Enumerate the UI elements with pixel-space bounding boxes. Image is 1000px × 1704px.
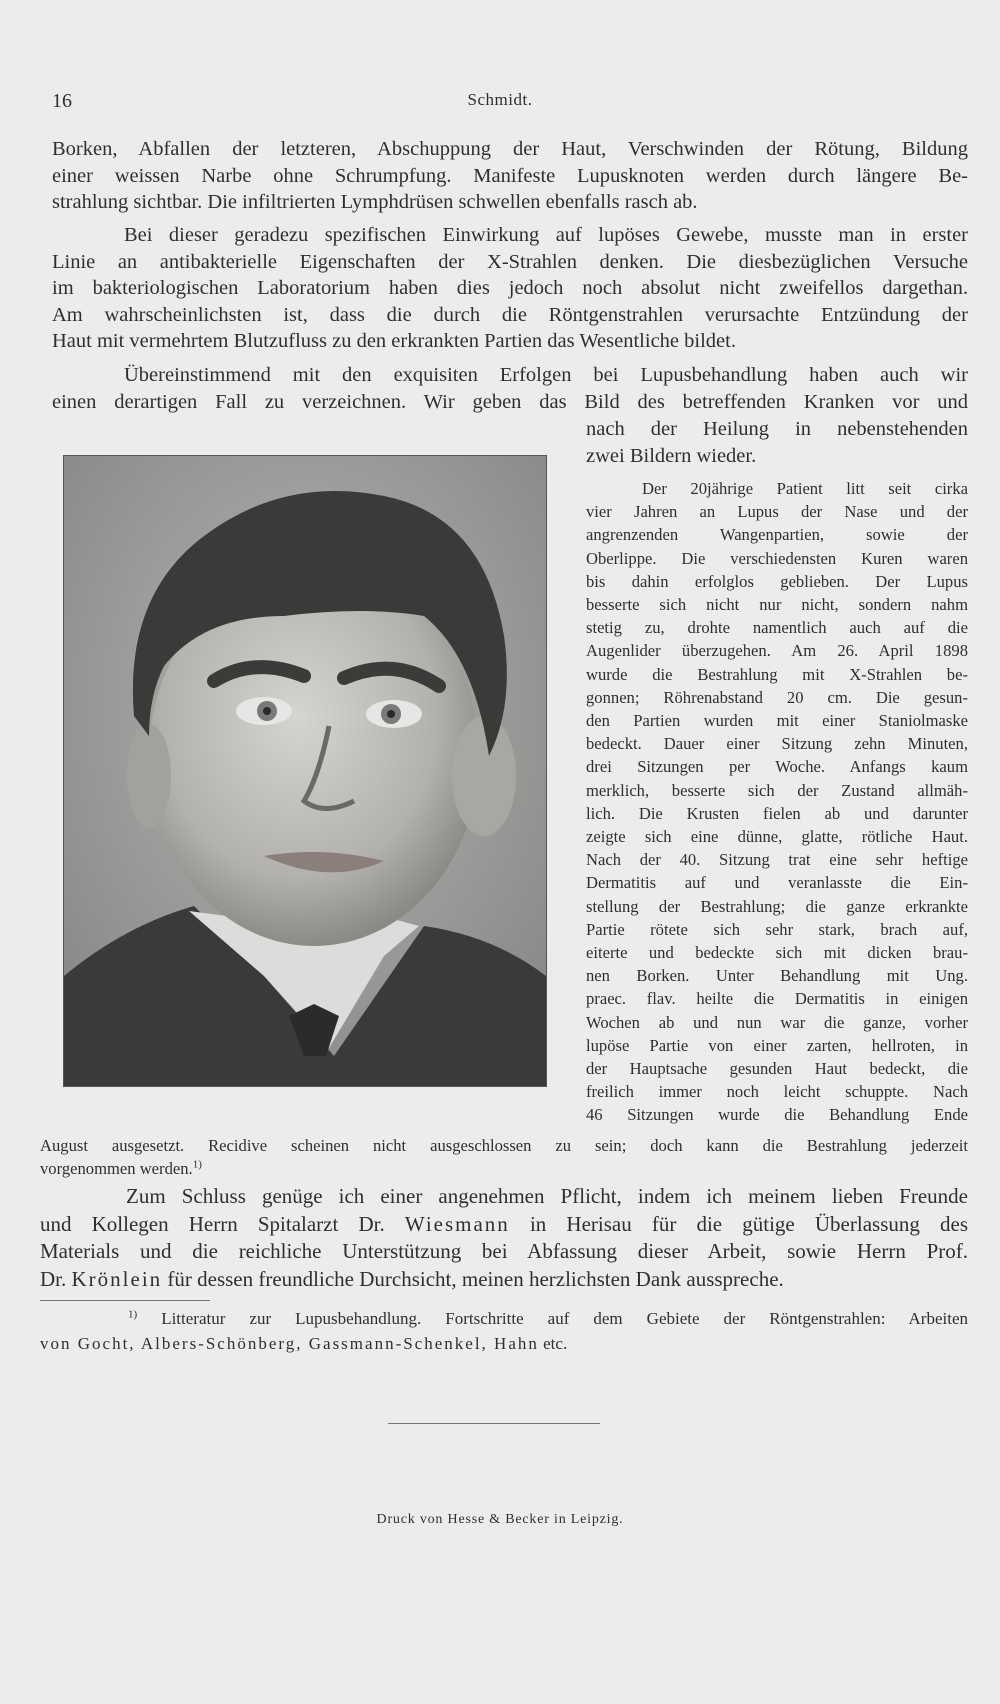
footnote-etc: etc. — [538, 1334, 568, 1353]
case-report-line: lich. Die Krusten fielen ab und darunter — [586, 803, 968, 823]
paragraph-intro — [52, 136, 968, 216]
case-report-continued-line: vorgenommen werden.$^{1)}$ — [40, 1158, 202, 1179]
case-report-line: gonnen; Röhrenabstand 20 cm. Die gesun- — [586, 687, 968, 707]
patient-photograph — [63, 455, 547, 1087]
case-report-line: vier Jahren an Lupus der Nase und der — [586, 502, 968, 522]
acknowledgements-line: und Kollegen Herrn Spitalarzt Dr. Wiesmann in Herisau für die gütige Überlassung des — [40, 1211, 968, 1236]
case-report-line: zeigte sich eine dünne, glatte, rötliche Haut. — [586, 827, 968, 847]
case-report-continued-line: August ausgesetzt. Recidive scheinen nicht ausgeschlossen zu sein; doch kann die Bestrahlung jederzeit — [40, 1136, 968, 1155]
x-ray-effect-line: Linie an antibakterielle Eigenschaften der X-Strahlen denken. Die diesbezüglichen Versuche — [52, 250, 968, 273]
footnote-separator — [40, 1300, 210, 1301]
acknowledgements-line: Zum Schluss genüge ich einer angenehmen Pflicht, indem ich meinem lieben Freunde — [126, 1184, 968, 1208]
intro-line: strahlung sichtbar. Die infiltrierten Lymphdrüsen schwellen ebenfalls rasch ab. — [52, 191, 698, 214]
footnote-mark: 1) — [128, 1308, 138, 1321]
intro-line: einer weissen Narbe ohne Schrumpfung. Manifeste Lupusknoten werden durch längere Be- — [52, 164, 968, 187]
case-report-line: den Partien wurden mit einer Staniolmaske — [586, 711, 968, 731]
case-intro-continued-line: nach der Heilung in nebenstehenden — [586, 418, 968, 440]
paragraph-case-intro-continued — [586, 416, 968, 469]
footnote-line-1: Litteratur zur Lupusbehandlung. Fortschritte auf dem Gebiete der Röntgenstrahlen: Arbeiten — [161, 1309, 969, 1328]
case-report-line: Augenlider überzugehen. Am 26. April 1898 — [586, 641, 968, 661]
case-report-line: lupöse Partie von einer zarten, hellroten, in — [586, 1035, 968, 1055]
case-report-line: wurde die Bestrahlung mit X-Strahlen be- — [586, 664, 968, 684]
paragraph-acknowledgements — [40, 1183, 968, 1293]
case-report-line: praec. flav. heilte die Dermatitis in einigen — [586, 989, 968, 1009]
end-rule — [388, 1423, 600, 1424]
case-report-line: Dermatitis auf und veranlasste die Ein- — [586, 873, 968, 893]
case-report-line: Oberlippe. Die verschiedensten Kuren waren — [586, 548, 968, 568]
footnote — [40, 1306, 968, 1356]
case-report-line: Der 20jährige Patient litt seit cirka — [642, 479, 968, 498]
printer-imprint: Druck von Hesse & Becker in Leipzig. — [376, 1512, 624, 1527]
case-report-line: angrenzenden Wangenpartien, sowie der — [586, 525, 968, 545]
paragraph-x-ray-effect — [52, 222, 968, 355]
person-name: Wiesmann — [404, 1211, 510, 1236]
case-report-line: freilich immer noch leicht schuppte. Nach — [586, 1082, 968, 1102]
case-note-mark: 1) — [192, 1158, 202, 1171]
case-report-line: drei Sitzungen per Woche. Anfangs kaum — [586, 757, 968, 777]
footnote-authors: von Gocht, Albers-Schönberg, Gassmann-Schenkel, Hahn — [40, 1334, 539, 1353]
acknowledgements-line: Dr. Krönlein für dessen freundliche Durchsicht, meinen herzlichsten Dank ausspreche. — [40, 1266, 784, 1291]
case-intro-line: Übereinstimmend mit den exquisiten Erfolgen bei Lupusbehandlung haben auch wir — [124, 364, 968, 386]
case-report-line: stetig zu, drohte namentlich auch auf die — [586, 618, 968, 638]
case-report-line: Partie rötete sich sehr stark, brach auf, — [586, 919, 968, 939]
case-report-line: eiterte und bedeckte sich mit dicken brau- — [586, 943, 968, 963]
case-report-line: der Hauptsache gesunden Haut bedeckt, die — [586, 1059, 968, 1079]
x-ray-effect-line: Am wahrscheinlichsten ist, dass die durch die Röntgenstrahlen verursachte Entzündung der — [52, 303, 968, 326]
case-report-line: Wochen ab und nun war die ganze, vorher — [586, 1012, 968, 1032]
paragraph-case-intro — [52, 362, 968, 415]
page-number: 16 — [52, 90, 72, 112]
case-intro-continued-line: zwei Bildern wieder. — [586, 444, 757, 467]
acknowledgements-line: Materials und die reichliche Unterstützung bei Abfassung dieser Arbeit, sowie Herrn Prof. — [40, 1239, 968, 1263]
portrait-image — [64, 456, 546, 1086]
case-report-line: 46 Sitzungen wurde die Behandlung Ende — [586, 1105, 968, 1125]
case-report-line: Nach der 40. Sitzung trat eine sehr heftige — [586, 850, 968, 870]
intro-line: Borken, Abfallen der letzteren, Abschuppung der Haut, Verschwinden der Rötung, Bildung — [52, 138, 968, 160]
case-intro-line: einen derartigen Fall zu verzeichnen. Wir geben das Bild des betreffenden Kranken vor und — [52, 390, 968, 413]
case-report-line: bis dahin erfolglos geblieben. Der Lupus — [586, 571, 968, 591]
case-report-continued — [40, 1134, 968, 1180]
case-report-line: bedeckt. Dauer einer Sitzung zehn Minuten, — [586, 734, 968, 754]
person-name: Krönlein — [71, 1266, 163, 1291]
case-report-column — [586, 477, 968, 1127]
case-report-line: besserte sich nicht nur nicht, sondern nahm — [586, 595, 968, 615]
running-title: Schmidt. — [467, 90, 533, 109]
case-report-line: nen Borken. Unter Behandlung mit Ung. — [586, 966, 968, 986]
x-ray-effect-line: Haut mit vermehrtem Blutzufluss zu den erkrankten Partien das Wesentliche bildet. — [52, 330, 736, 353]
x-ray-effect-line: im bakteriologischen Laboratorium haben dies jedoch noch absolut nicht zweifellos dargethan. — [52, 277, 968, 300]
x-ray-effect-line: Bei dieser geradezu spezifischen Einwirkung auf lupöses Gewebe, musste man in erster — [124, 224, 968, 246]
case-report-line: merklich, besserte sich der Zustand allmäh- — [586, 780, 968, 800]
case-report-line: stellung der Bestrahlung; die ganze erkrankte — [586, 896, 968, 916]
